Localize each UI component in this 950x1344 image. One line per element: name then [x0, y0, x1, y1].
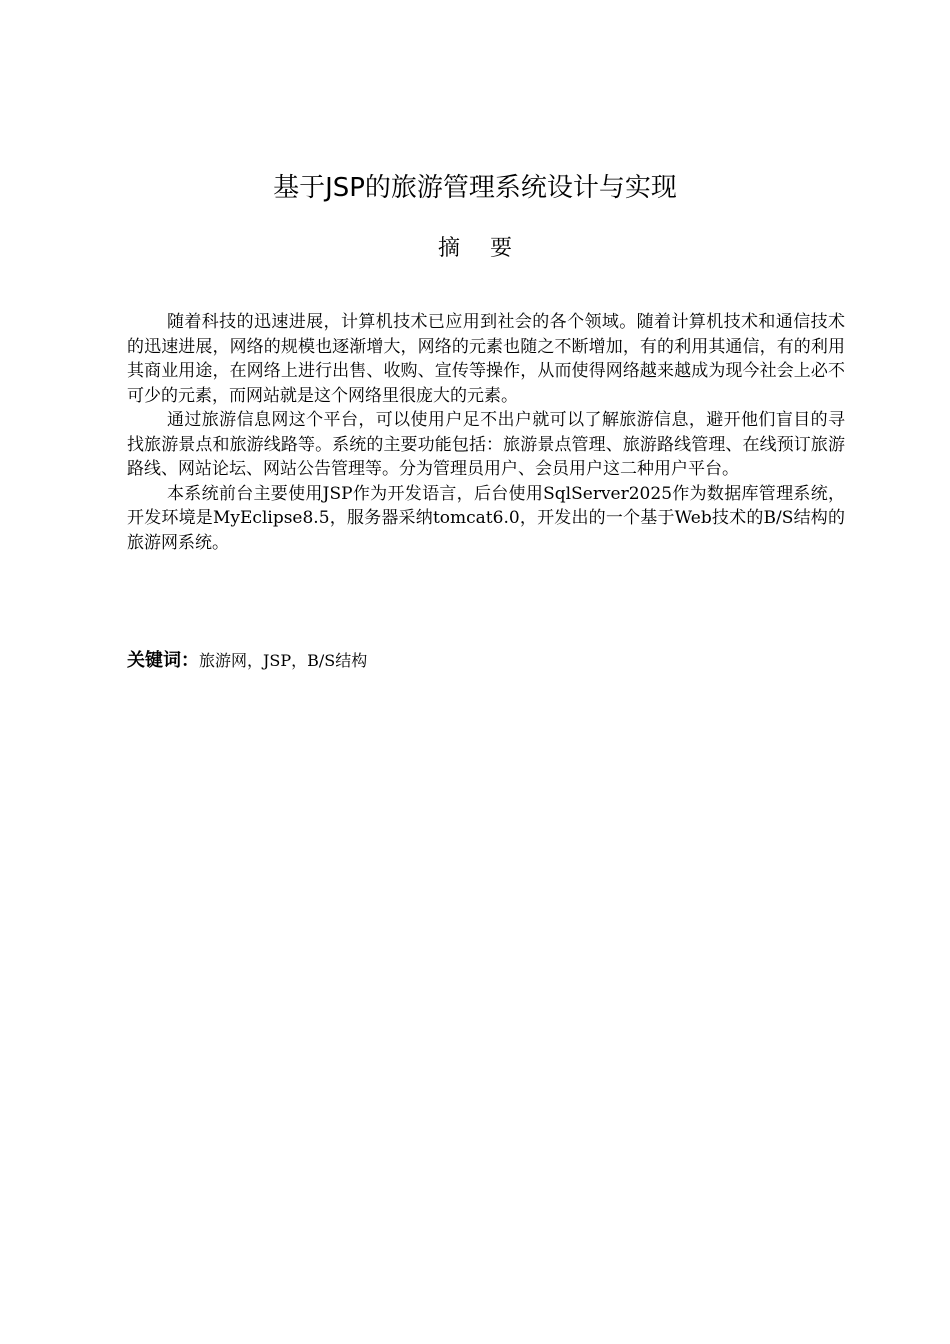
abstract-body: [127, 310, 845, 555]
keywords-line: [127, 648, 845, 675]
keywords-value: 旅游网，JSP，B/S结构: [199, 651, 368, 670]
abstract-paragraph: 本系统前台主要使用JSP作为开发语言，后台使用SqlServer2025作为数据库管理系统，开发环境是MyEclipse8.5，服务器采纳tomcat6.0，开发出的一个基于Web技术的B/S结构的旅游网系统。: [127, 483, 845, 553]
keywords-label: 关键词：: [127, 650, 199, 671]
abstract-paragraph: 通过旅游信息网这个平台，可以使用户足不出户就可以了解旅游信息，避开他们盲目的寻找旅游景点和旅游线路等。系统的主要功能包括：旅游景点管理、旅游路线管理、在线预订旅游路线、网站论坛、网站公告管理等。分为管理员用户、会员用户这二种用户平台。: [127, 410, 845, 479]
abstract-paragraph: 随着科技的迅速进展，计算机技术已应用到社会的各个领域。随着计算机技术和通信技术的迅速进展，网络的规模也逐渐增大，网络的元素也随之不断增加，有的利用其通信，有的利用其商业用途，在网络上进行出售、收购、宣传等操作，从而使得网络越来越成为现今社会上必不可少的元素，而网站就是这个网络里很庞大的元素。: [127, 312, 845, 406]
document-title: 基于JSP的旅游管理系统设计与实现: [273, 173, 677, 203]
abstract-heading: 摘要: [437, 236, 542, 261]
